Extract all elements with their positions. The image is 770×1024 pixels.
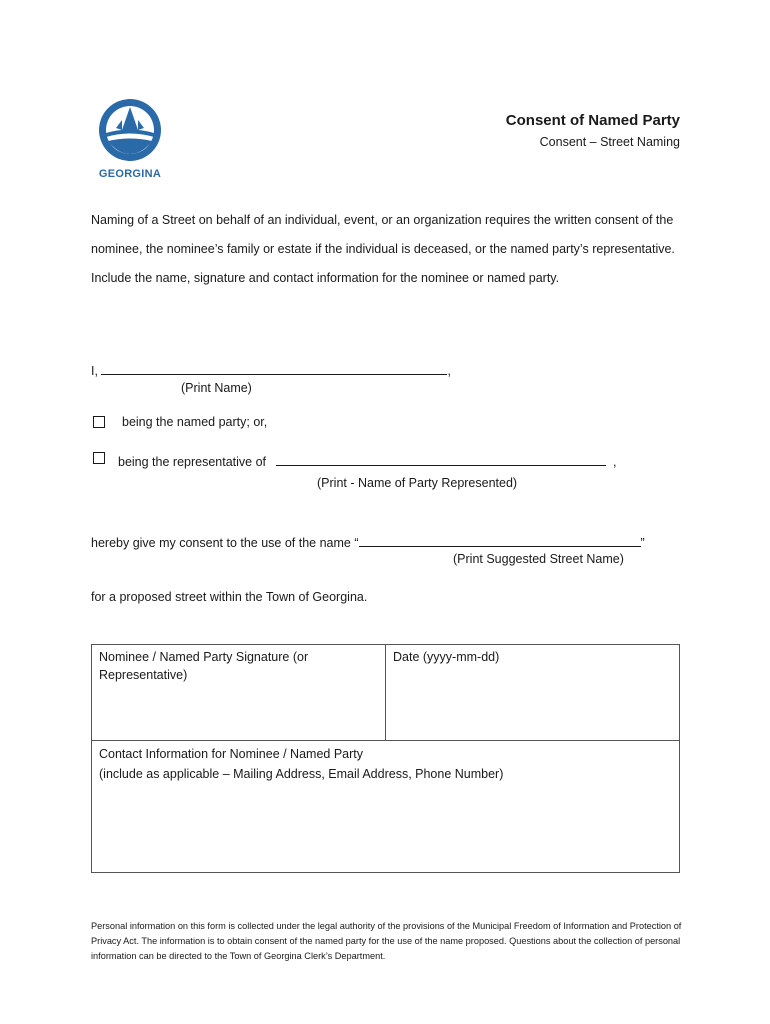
- party-represented-field[interactable]: [276, 452, 606, 466]
- signature-label: Nominee / Named Party Signature (or Representative): [99, 650, 309, 682]
- street-name-field[interactable]: [359, 533, 641, 547]
- hereby-text: hereby give my consent to the use of the name “: [91, 536, 359, 550]
- representative-suffix: ,: [613, 455, 617, 469]
- representative-line: [118, 452, 616, 469]
- date-label: Date (yyyy-mm-dd): [393, 650, 500, 664]
- contact-cell[interactable]: [92, 741, 679, 872]
- date-cell[interactable]: [386, 645, 679, 741]
- document-title: Consent of Named Party: [505, 112, 680, 129]
- contact-sublabel: (include as applicable – Mailing Address, Email Address, Phone Number): [99, 767, 504, 781]
- hereby-line: [91, 533, 645, 550]
- street-name-label: (Print Suggested Street Name): [453, 552, 624, 566]
- print-name-line: [91, 361, 451, 378]
- party-represented-label: (Print - Name of Party Represented): [317, 476, 518, 490]
- option-named-party: being the named party; or,: [122, 415, 268, 429]
- i-prefix: I,: [91, 364, 98, 378]
- hereby-close: ”: [640, 536, 645, 550]
- representative-checkbox[interactable]: [93, 452, 105, 464]
- signature-table: [91, 644, 680, 873]
- intro-paragraph: Naming of a Street on behalf of an individual, event, or an organization requires the written consent of the nominee, the nominee’s family or estate if the individual is deceased, or the named party’s representative. Include the name, signature and contact information for the nominee or named party.: [91, 213, 675, 285]
- logo-text: GEORGINA: [98, 168, 162, 180]
- proposed-street-text: for a proposed street within the Town of Georgina.: [91, 590, 368, 604]
- named-party-checkbox[interactable]: [93, 416, 105, 428]
- print-name-label: (Print Name): [181, 381, 252, 395]
- contact-label: Contact Information for Nominee / Named Party: [99, 747, 364, 761]
- i-suffix: ,: [447, 364, 451, 378]
- print-name-field[interactable]: [101, 361, 447, 375]
- document-subtitle: Consent – Street Naming: [539, 135, 680, 149]
- signature-cell[interactable]: [92, 645, 386, 741]
- option-representative: being the representative of: [118, 455, 267, 469]
- privacy-notice: Personal information on this form is collected under the legal authority of the provisions of the Municipal Freedom of Information and Protection of Privacy Act. The information is to obtain consent of the named party for the use of the name proposed. Questions about the collection of personal information can be directed to the Town of Georgina Clerk’s Department.: [91, 921, 682, 961]
